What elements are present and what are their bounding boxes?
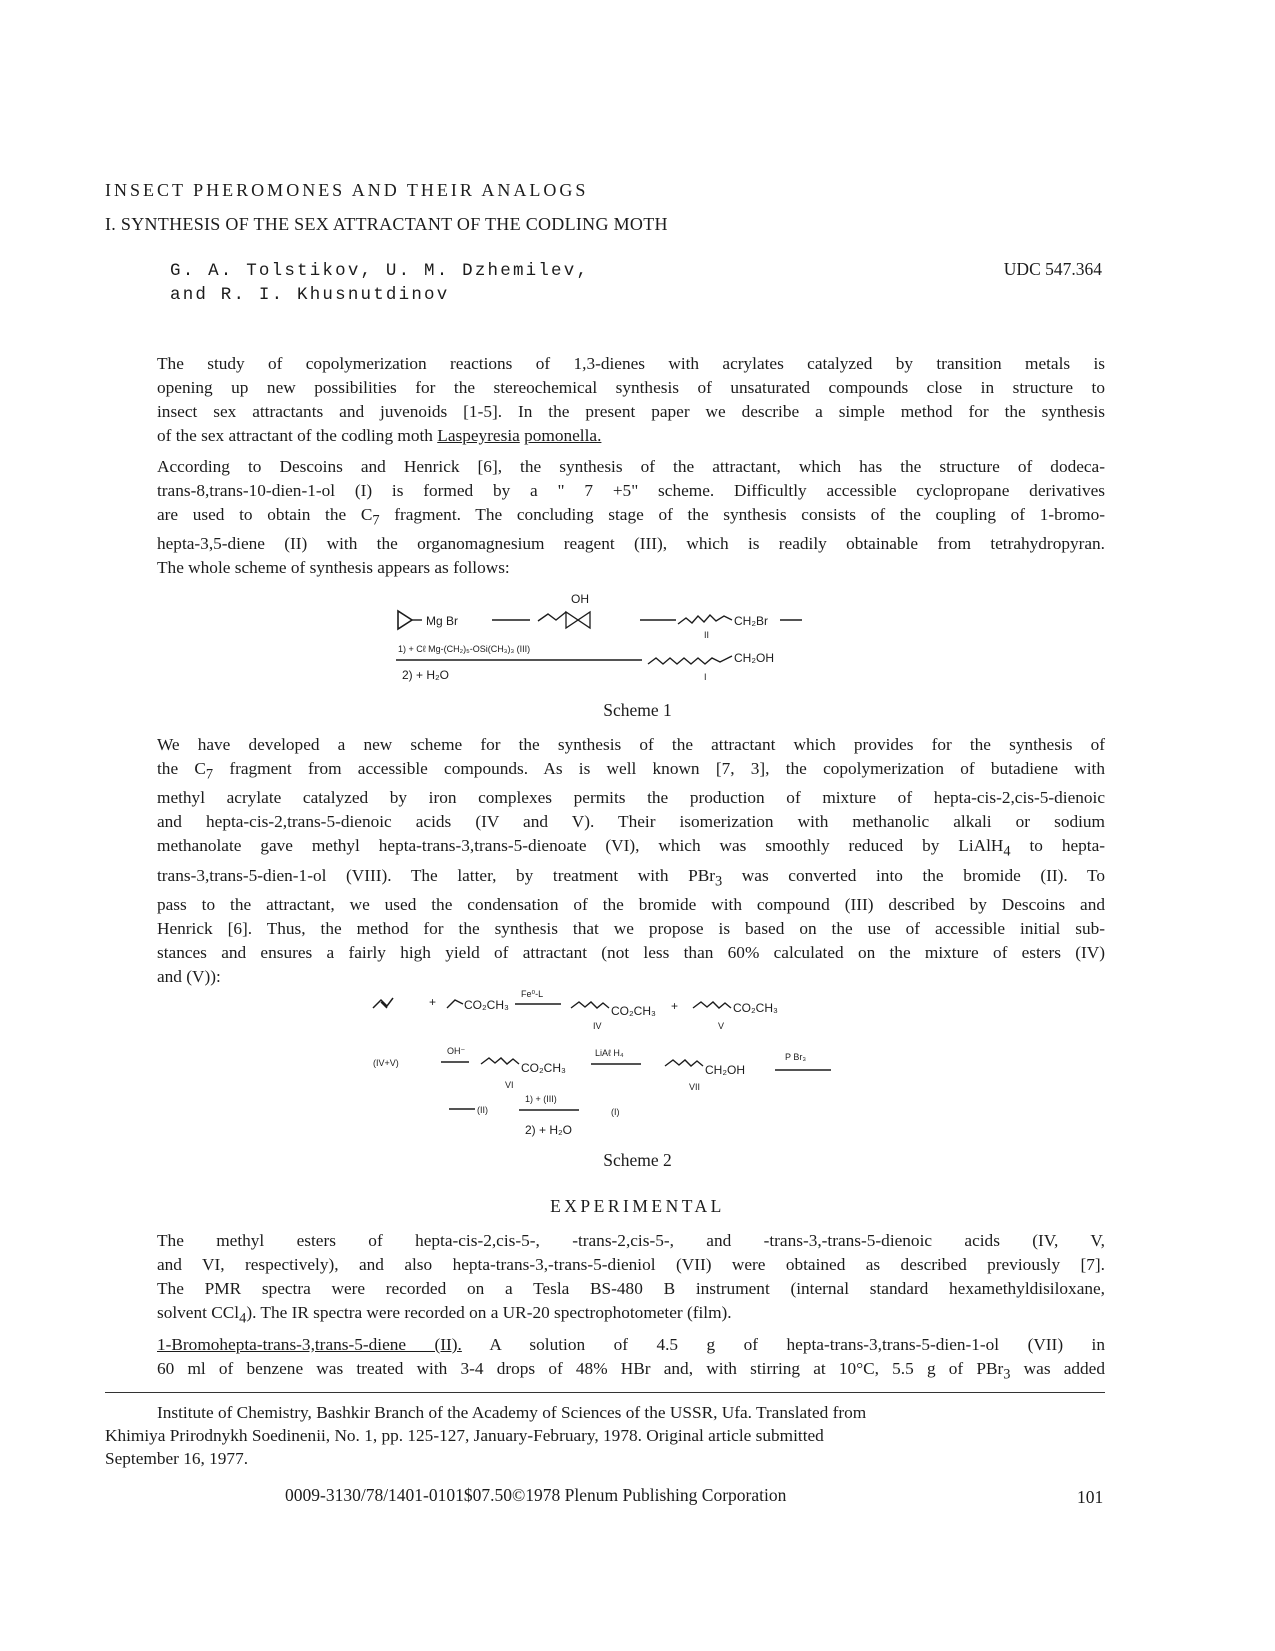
step-1-reagent: 1) + Cℓ Mg-(CH₂)₅-OSi(CH₃)₃ (III)	[398, 644, 531, 654]
bromide-ii-label: (II)	[477, 1105, 488, 1115]
subscript: 7	[372, 512, 380, 529]
text-fragment: are used to obtain the C	[157, 505, 373, 524]
dienol-chain	[648, 656, 732, 664]
ch2oh-label: CH₂OH	[705, 1063, 745, 1077]
butadiene	[373, 998, 393, 1008]
text-line: The methyl esters of hepta-cis-2,cis-5-, -trans-2,cis-5-, and -trans-3,-trans-5-dienoic acids (IV, V,	[157, 1231, 1105, 1250]
scheme-1-diagram	[380, 586, 820, 686]
text-fragment: of the sex attractant of the codling moth	[157, 426, 438, 445]
text-line	[105, 1333, 1105, 1357]
text-fragment: ). The IR spectra were recorded on a UR-20 spectrophotometer (film).	[246, 1303, 732, 1322]
scheme-2-caption: Scheme 2	[603, 1150, 672, 1170]
text-fragment: 60 ml of benzene was treated with 3-4 drops of 48% HBr and, with stirring at 10°C, 5.5 g of PBr	[157, 1359, 1004, 1378]
compound-ii-label: II	[704, 630, 710, 640]
background-paragraph	[105, 455, 1105, 580]
ch2oh-label: CH₂OH	[734, 651, 774, 665]
text-line: hepta-3,5-diene (II) with the organomagnesium reagent (III), which is readily obtainable from tetrahydropyran.	[157, 534, 1105, 554]
text-line: and hepta-cis-2,trans-5-dienoic acids (IV and V). Their isomerization with methanolic alkali or sodium	[157, 812, 1105, 832]
oh-label: OH	[571, 592, 589, 606]
compound-i-label: I	[704, 672, 707, 682]
diene-chain	[678, 615, 732, 624]
compound-vi-label: VI	[505, 1080, 514, 1090]
text-fragment: A solution of 4.5 g of hepta-trans-3,trans-5-dien-1-ol (VII) in	[461, 1335, 1105, 1354]
subscript: 4	[1003, 843, 1011, 860]
species-name: pomonella.	[524, 426, 602, 445]
ester-iv-chain	[571, 1002, 609, 1008]
scheme-1-caption: Scheme 1	[603, 700, 672, 720]
footnote-line: Khimiya Prirodnykh Soedinenii, No. 1, pp. 125-127, January-February, 1978. Original article submitted	[105, 1426, 824, 1445]
procedure-title: 1-Bromohepta-trans-3,trans-5-diene (II).	[157, 1335, 462, 1354]
text-line	[105, 424, 1105, 448]
udc-code: UDC 547.364	[1003, 259, 1102, 279]
ester-vi-chain	[481, 1058, 519, 1064]
footnote-divider	[105, 1392, 1105, 1393]
hydroxide-label: OH⁻	[447, 1046, 466, 1056]
authors-line-2: and R. I. Khusnutdinov	[170, 285, 450, 305]
text-line	[105, 757, 1105, 786]
footnote-line: September 16, 1977.	[105, 1449, 249, 1468]
catalyst-label: Fe⁰-L	[521, 989, 544, 999]
co2ch3-label: CO₂CH₃	[521, 1061, 566, 1075]
text-fragment: fragment from accessible compounds. As is well known [7, 3], the copolymerization of butadiene with	[213, 759, 1106, 778]
text-line: Henrick [6]. Thus, the method for the synthesis that we propose is based on the use of accessible initial sub-	[157, 919, 1105, 939]
ester-v-chain	[693, 1002, 731, 1008]
page-number: 101	[1077, 1487, 1104, 1507]
compound-vii-label: VII	[689, 1082, 701, 1092]
footnote-line: Institute of Chemistry, Bashkir Branch of the Academy of Sciences of the USSR, Ufa. Translated from	[157, 1403, 867, 1422]
text-line: and VI, respectively), and also hepta-trans-3,-trans-5-dieniol (VII) were obtained as described previously [7].	[157, 1255, 1105, 1274]
text-line	[105, 834, 1105, 863]
experimental-heading: EXPERIMENTAL	[550, 1196, 725, 1216]
co2ch3-label: CO₂CH₃	[464, 998, 509, 1012]
text-line: methyl acrylate catalyzed by iron complexes permits the production of mixture of hepta-cis-2,cis-5-dienoic	[157, 788, 1105, 808]
step-2-reagent: 2) + H₂O	[402, 668, 450, 682]
acrylate-chain	[447, 1000, 463, 1008]
alkenyl-chain	[538, 612, 566, 621]
text-line: The PMR spectra were recorded on a Tesla BS-480 B instrument (internal standard hexamethyldisiloxane,	[157, 1279, 1105, 1298]
subscript: 3	[715, 873, 723, 890]
text-fragment: fragment. The concluding stage of the synthesis consists of the coupling of 1-bromo-	[379, 505, 1105, 524]
subscript: 4	[239, 1310, 247, 1327]
ch2br-label: CH₂Br	[734, 614, 768, 628]
cyclopropyl-ring	[398, 611, 412, 629]
method-paragraph	[105, 733, 1105, 989]
paper-title: I. SYNTHESIS OF THE SEX ATTRACTANT OF THE CODLING MOTH	[105, 214, 668, 234]
text-line: and (V)):	[157, 967, 221, 987]
text-line: opening up new possibilities for the stereochemical synthesis of unsaturated compounds close in structure to	[157, 378, 1105, 397]
authors-line-1: G. A. Tolstikov, U. M. Dzhemilev,	[170, 261, 590, 281]
alcohol-vii-chain	[665, 1060, 703, 1066]
text-line	[105, 864, 1105, 893]
co2ch3-label: CO₂CH₃	[611, 1004, 656, 1018]
text-fragment: was converted into the bromide (II). To	[722, 865, 1105, 885]
bromide-procedure-paragraph	[105, 1333, 1105, 1386]
genus-name: Laspeyresia	[437, 426, 520, 445]
text-line	[105, 1357, 1105, 1386]
compound-iv-label: IV	[593, 1021, 602, 1031]
ivv-label: (IV+V)	[373, 1058, 399, 1068]
text-line: We have developed a new scheme for the synthesis of the attractant which provides for the synthesis of	[157, 735, 1105, 754]
plus-sign: +	[429, 995, 437, 1009]
step-1-reagent: 1) + (III)	[525, 1094, 557, 1104]
plus-sign: +	[671, 999, 679, 1013]
text-line: insect sex attractants and juvenoids [1-5]. In the present paper we describe a simple method for the synthesis	[157, 402, 1105, 421]
text-fragment: was added	[1010, 1359, 1105, 1378]
intro-paragraph	[105, 352, 1105, 448]
experimental-paragraph	[105, 1229, 1105, 1330]
compound-v-label: V	[718, 1021, 725, 1031]
lialh4-label: LiAℓ H₄	[595, 1048, 624, 1058]
series-title: INSECT PHEROMONES AND THEIR ANALOGS	[105, 180, 589, 200]
pbr3-label: P Br₃	[785, 1052, 807, 1062]
text-line: pass to the attractant, we used the condensation of the bromide with compound (III) described by Descoins and	[157, 895, 1105, 915]
text-fragment: solvent CCl	[157, 1303, 240, 1322]
text-line	[105, 1301, 1105, 1330]
text-line: stances and ensures a fairly high yield of attractant (not less than 60% calculated on the mixture of esters (IV)	[157, 943, 1105, 963]
subscript: 7	[205, 766, 214, 783]
product-i-label: (I)	[611, 1107, 620, 1117]
cyclopropane-ring	[566, 612, 590, 628]
mgbr-label: Mg Br	[426, 614, 459, 628]
text-fragment: methanolate gave methyl hepta-trans-3,trans-5-dienoate (VI), which was smoothly reduced by LiAlH	[157, 836, 1004, 856]
text-line: The study of copolymerization reactions of 1,3-dienes with acrylates catalyzed by transition metals is	[157, 354, 1105, 373]
text-line: The whole scheme of synthesis appears as follows:	[157, 558, 510, 578]
text-line: trans-8,trans-10-dien-1-ol (I) is formed by a " 7 +5" scheme. Difficultly accessible cyclopropane derivatives	[157, 481, 1105, 500]
co2ch3-label: CO₂CH₃	[733, 1001, 778, 1015]
text-line: According to Descoins and Henrick [6], the synthesis of the attractant, which has the structure of dodeca-	[157, 457, 1105, 476]
scheme-2-diagram	[365, 982, 845, 1144]
publication-code: 0009-3130/78/1401-0101$07.50©1978 Plenum Publishing Corporation	[285, 1485, 787, 1505]
footnote	[105, 1401, 1105, 1470]
authors	[170, 259, 589, 307]
subscript: 3	[1003, 1366, 1011, 1383]
text-fragment: to hepta-	[1010, 836, 1106, 856]
text-fragment: trans-3,trans-5-dien-1-ol (VIII). The latter, by treatment with PBr	[157, 865, 715, 885]
text-line	[105, 503, 1105, 532]
text-fragment: the C	[157, 759, 206, 778]
step-2-reagent: 2) + H₂O	[525, 1123, 573, 1137]
